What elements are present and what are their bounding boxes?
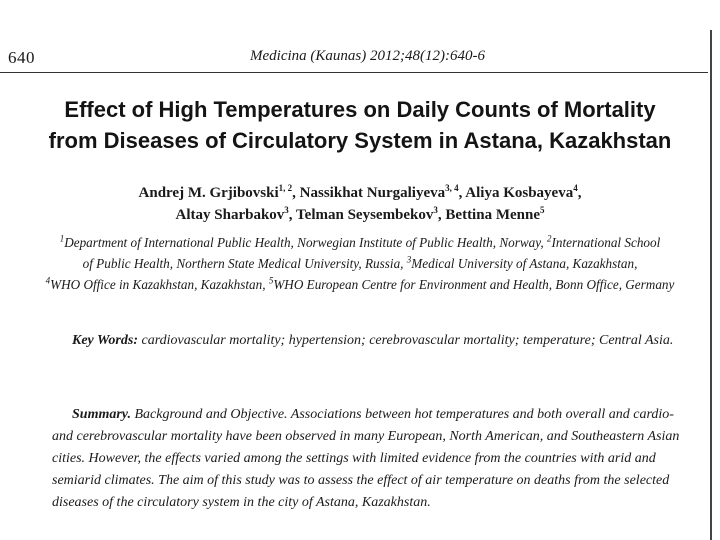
author-affiliation-mark: 3	[284, 205, 289, 215]
author-name: Altay Sharbakov	[175, 207, 285, 223]
page-number: 640	[8, 48, 35, 67]
affiliation-text: WHO European Centre for Environment and Health, Bonn Office, Germany	[273, 277, 675, 292]
running-header	[0, 44, 720, 70]
keywords-text: cardiovascular mortality; hypertension; cerebrovascular mortality; temperature; Central Asia.	[137, 333, 674, 348]
affiliation-mark: 4	[45, 275, 51, 286]
summary-text: Background and Objective. Associations between hot temperatures and both overall and cardio- and cerebrovascular mortality have been observed in many European, North American, and Southeastern Asian cities. However, the effects varied among the settings with limited evidence from the countries with arid and semiarid climates. The aim of this study was to assess the effect of air temperature on deaths from the selected diseases of the circulatory system in the city of Astana, Kazakhstan.	[52, 407, 680, 510]
author-affiliation-mark: 3, 4	[445, 183, 459, 193]
affiliation-text: WHO Office in Kazakhstan, Kazakhstan,	[50, 277, 269, 292]
author-name: Andrej M. Grjibovski	[138, 185, 279, 201]
author-affiliation-mark: 4	[573, 183, 578, 193]
keywords-section	[52, 330, 682, 352]
affiliation-text: Department of International Public Health, Norwegian Institute of Public Health, Norway,	[64, 235, 547, 250]
affiliation-mark: 1	[59, 233, 65, 244]
author-separator: ,	[577, 185, 582, 201]
affiliation-text: Medical University of Astana, Kazakhstan,	[411, 256, 638, 271]
affiliation-mark: 3	[406, 254, 412, 265]
summary-section	[52, 404, 682, 514]
author-separator: ,	[288, 207, 297, 223]
author-affiliation-mark: 1, 2	[278, 183, 293, 193]
affiliation-mark: 5	[268, 275, 274, 286]
header-rule	[0, 72, 708, 73]
affiliation-mark: 2	[546, 233, 552, 244]
affiliation-text: International School	[551, 235, 661, 250]
keywords-label: Key Words:	[72, 333, 138, 348]
author-name: Aliya Kosbayeva	[465, 185, 574, 201]
author-name: Telman Seysembekov	[296, 207, 434, 223]
author-separator: ,	[292, 185, 300, 201]
affiliations	[0, 232, 720, 295]
author-affiliation-mark: 3	[433, 205, 438, 215]
title-line-1: Effect of High Temperatures on Daily Counts of Mortality	[64, 97, 656, 122]
author-separator: ,	[437, 207, 446, 223]
author-name: Nassikhat Nurgaliyeva	[299, 185, 446, 201]
article-title	[0, 94, 720, 156]
journal-citation: Medicina (Kaunas) 2012;48(12):640-6	[250, 48, 485, 64]
summary-label: Summary.	[72, 407, 131, 422]
author-name: Bettina Menne	[445, 207, 540, 223]
author-list	[0, 182, 720, 226]
title-line-2: from Diseases of Circulatory System in Astana, Kazakhstan	[48, 128, 672, 153]
author-separator: ,	[458, 185, 466, 201]
author-affiliation-mark: 5	[539, 205, 545, 215]
affiliation-text: of Public Health, Northern State Medical University, Russia,	[82, 256, 407, 271]
